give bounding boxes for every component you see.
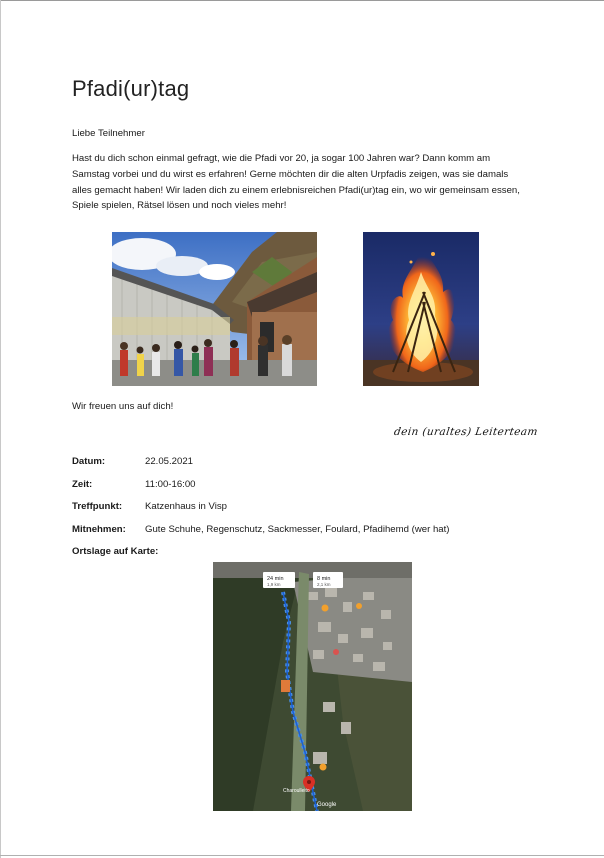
map-poi-marker [356,603,362,609]
group-photo [112,232,317,386]
salutation: Liebe Teilnehmer [72,128,145,139]
meeting-point-label: Treffpunkt: [72,501,123,512]
route-map [213,562,412,811]
map-poi-marker [322,605,329,612]
bring-value: Gute Schuhe, Regenschutz, Sackmesser, Foulard, Pfadihemd (wer hat) [145,524,450,535]
greeting: Wir freuen uns auf dich! [72,401,174,412]
destination-label: Charoulleito [283,788,310,794]
page-title: Pfadi(ur)tag [72,76,190,101]
time-value: 11:00-16:00 [145,479,196,490]
page-bottom-border [0,855,604,856]
signature: dein (uraltes) Leiterteam [393,426,539,438]
drive-time-label: 8 min [317,576,331,582]
bring-label: Mitnehmen: [72,524,126,535]
bonfire-photo [363,232,479,386]
map-label: Ortslage auf Karte: [72,546,159,557]
walk-time-label: 24 min [267,576,284,582]
time-label: Zeit: [72,479,93,490]
page-left-border [0,0,1,858]
map-poi-marker [320,764,327,771]
date-label: Datum: [72,456,106,467]
date-value: 22.05.2021 [145,456,194,467]
drive-distance-label: 2,1 km [317,582,331,587]
meeting-point-value: Katzenhaus in Visp [145,501,227,512]
page-top-border [0,0,604,1]
google-logo: Google [317,802,337,808]
intro-paragraph: Hast du dich schon einmal gefragt, wie die Pfadi vor 20, ja sogar 100 Jahren war? Dann komm am Samstag vorbei und du wirst es erfahren! Gerne möchten dir die alten Urpfadis zeigen, was sie damals alles gemacht haben! Wir laden dich zu einem erlebnisreichen Pfadi(ur)tag ein, wo wir gemeinsam essen, Spiele spielen, Rätsel lösen und noch vieles mehr! [72,153,520,212]
map-poi-marker [333,649,339,655]
walk-distance-label: 1,9 km [267,582,281,587]
